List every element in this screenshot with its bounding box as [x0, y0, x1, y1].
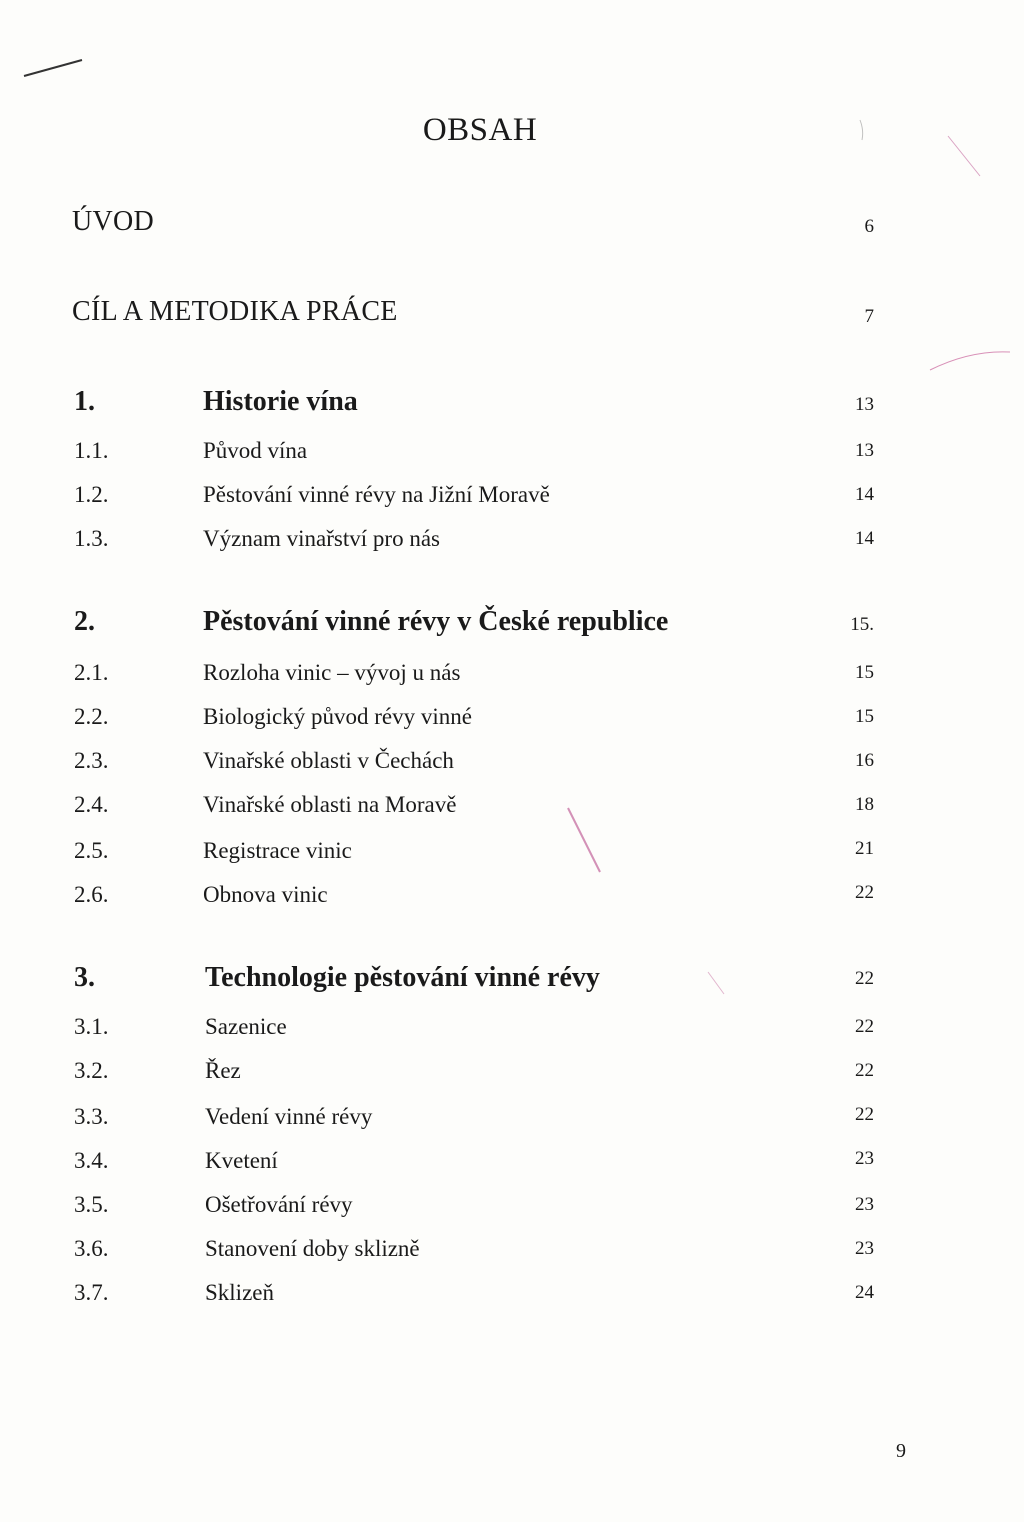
chapter-page: 13: [855, 394, 874, 415]
item-number: 1.1.: [74, 438, 109, 463]
item-label: Pěstování vinné révy na Jižní Moravě: [203, 482, 550, 507]
item-number: 3.1.: [74, 1014, 109, 1039]
item-page: 15: [855, 662, 874, 683]
toc-entry-page: 7: [864, 306, 874, 327]
footer-page-number: 9: [896, 1440, 906, 1462]
item-page: 22: [855, 1060, 874, 1081]
chapter-label: Pěstování vinné révy v České republice: [203, 606, 669, 637]
item-page: 22: [855, 1104, 874, 1125]
toc-entry-label: CÍL A METODIKA PRÁCE: [72, 296, 398, 327]
item-number: 1.3.: [74, 526, 109, 551]
item-page: 23: [855, 1238, 874, 1259]
item-number: 2.3.: [74, 748, 109, 773]
item-label: Vedení vinné révy: [205, 1104, 373, 1129]
page-title: OBSAH: [422, 112, 538, 148]
item-label: Vinařské oblasti na Moravě: [203, 792, 457, 817]
chapter-label: Technologie pěstování vinné révy: [205, 962, 600, 993]
item-label: Sklizeň: [205, 1280, 274, 1305]
toc-entry-page: 6: [864, 216, 874, 237]
toc-entry-label: ÚVOD: [72, 206, 155, 237]
item-page: 13: [855, 440, 874, 461]
item-label: Registrace vinic: [203, 838, 352, 863]
item-label: Řez: [205, 1058, 241, 1083]
item-label: Význam vinařství pro nás: [203, 526, 440, 551]
item-page: 18: [855, 794, 874, 815]
item-label: Vinařské oblasti v Čechách: [203, 748, 454, 773]
item-number: 2.6.: [74, 882, 109, 907]
item-label: Původ vína: [203, 438, 308, 463]
item-page: 21: [855, 838, 874, 859]
item-page: 15: [855, 706, 874, 727]
item-number: 3.6.: [74, 1236, 109, 1261]
item-page: 22: [855, 1016, 874, 1037]
item-label: Obnova vinic: [203, 882, 328, 907]
item-label: Stanovení doby sklizně: [205, 1236, 420, 1261]
item-page: 14: [855, 484, 874, 505]
item-number: 3.7.: [74, 1280, 109, 1305]
item-page: 23: [855, 1148, 874, 1169]
item-number: 3.3.: [74, 1104, 109, 1129]
item-number: 2.4.: [74, 792, 109, 817]
item-number: 1.2.: [74, 482, 109, 507]
item-number: 2.1.: [74, 660, 109, 685]
chapter-label: Historie vína: [203, 386, 358, 417]
item-label: Biologický původ révy vinné: [203, 704, 472, 729]
item-label: Kvetení: [205, 1148, 278, 1173]
item-page: 22: [855, 882, 874, 903]
chapter-page: 15.: [850, 614, 874, 635]
chapter-page: 22: [855, 968, 874, 989]
item-page: 14: [855, 528, 874, 549]
item-label: Sazenice: [205, 1014, 287, 1039]
item-label: Rozloha vinic – vývoj u nás: [203, 660, 461, 685]
item-number: 2.5.: [74, 838, 109, 863]
item-label: Ošetřování révy: [205, 1192, 353, 1217]
chapter-number: 2.: [74, 606, 95, 637]
item-number: 3.5.: [74, 1192, 109, 1217]
item-page: 24: [855, 1282, 874, 1303]
item-number: 3.2.: [74, 1058, 109, 1083]
item-number: 2.2.: [74, 704, 109, 729]
item-page: 16: [855, 750, 874, 771]
chapter-number: 1.: [74, 386, 95, 417]
chapter-number: 3.: [74, 962, 95, 993]
item-number: 3.4.: [74, 1148, 109, 1173]
item-page: 23: [855, 1194, 874, 1215]
